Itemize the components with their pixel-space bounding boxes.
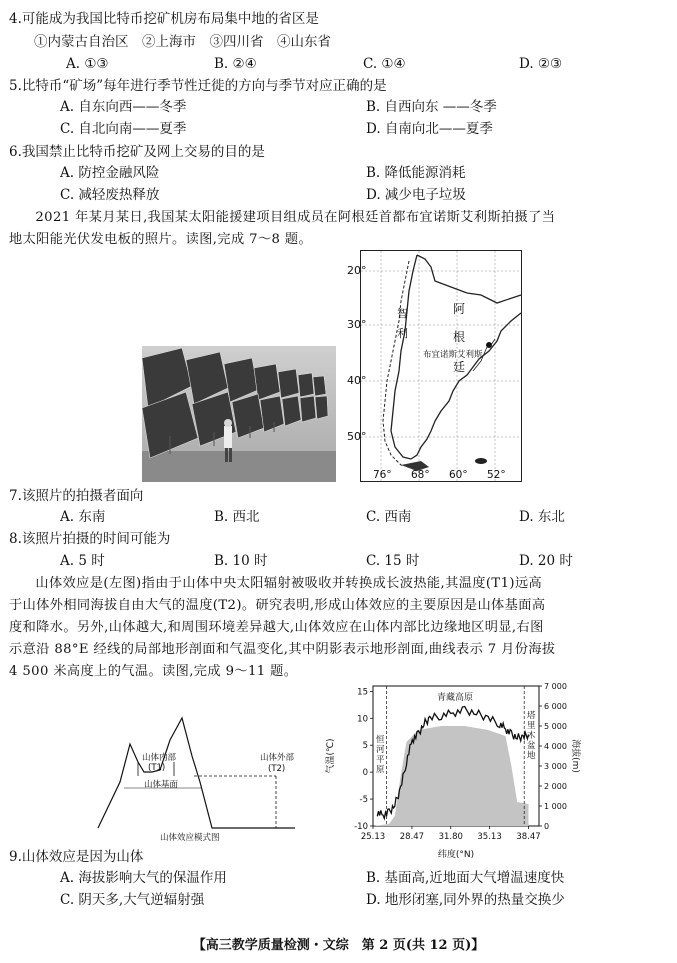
intro-9-11 (9, 573, 667, 683)
q9-option-a: A. 海拔影响大气的保温作用 (60, 870, 227, 886)
diagram-outside-t: (T2) (268, 764, 286, 774)
chart-y2label: 海拔(m) (570, 739, 580, 773)
x-tick-label: 35.13 (477, 832, 502, 842)
q8-option-a: A. 5 时 (60, 553, 105, 569)
map-label-gen: 根 (453, 330, 466, 344)
q7-option-c: C. 西南 (366, 509, 412, 525)
y2-tick-label: 7 000 (544, 682, 567, 691)
intro-7-8 (9, 207, 667, 251)
y2-tick-label: 3 000 (544, 762, 567, 771)
terrain-area (373, 726, 529, 826)
map-lon-60: 60° (449, 469, 468, 481)
q6-option-d: D. 减少电子垃圾 (366, 187, 466, 203)
latitude-profile-chart (326, 676, 580, 861)
q6-option-b: B. 降低能源消耗 (366, 165, 466, 181)
q9-stem: 9.山体效应是因为山体 (9, 849, 144, 865)
q4-option-b: B. ②④ (214, 56, 257, 72)
q9-option-d: D. 地形闭塞,同外界的热量交换少 (366, 892, 565, 908)
region-label-char: 河 (376, 745, 385, 755)
x-tick-label: 38.47 (516, 832, 541, 842)
q9-option-c: C. 阴天多,大气逆辐射强 (60, 892, 205, 908)
q4-option-a: A. ①③ (66, 56, 109, 72)
map-label-city: 布宜诺斯艾利斯 (423, 350, 483, 360)
diagram-inside-t: (T1) (148, 763, 166, 773)
q4-option-c: C. ①④ (363, 56, 406, 72)
chart-ylabel: 气温(℃) (326, 738, 336, 774)
map-label-a: 阿 (453, 302, 466, 316)
q7-option-a: A. 东南 (60, 509, 106, 525)
region-label-char: 里 (527, 721, 536, 731)
intro-9-11-line3: 度和降水。另外,山体越大,和周围环境差异越大,山体效应在山体内部比边缘地区明显,右图 (9, 620, 544, 635)
chart-region-top: 青藏高原 (437, 693, 474, 703)
q5-option-c: C. 自北向南——夏季 (60, 121, 187, 137)
intro-9-11-line1: 山体效应是(左图)指由于山体中央太阳辐射被吸收并转换成长波热能,其温度(T1)远高 (35, 576, 543, 591)
map-lat-40: 40° (347, 374, 367, 387)
region-label-char: 盆 (527, 741, 536, 751)
y-tick-label: 5 (362, 741, 368, 752)
y2-tick-label: 4 000 (544, 742, 567, 751)
y-tick-label: 15 (357, 687, 368, 698)
map-lon-68: 68° (411, 469, 430, 481)
y-tick-label: 10 (357, 714, 368, 725)
q5-stem: 5.比特币“矿场”每年进行季节性迁徙的方向与季节对应正确的是 (9, 78, 387, 94)
region-label-char: 地 (527, 751, 536, 761)
map-lat-20: 20° (347, 264, 367, 277)
diagram-base-label: 山体基面 (144, 780, 179, 790)
y-tick-label: -5 (359, 795, 368, 806)
intro-7-8-line1: 2021 年某月某日,我国某太阳能援建项目组成员在阿根廷首都布宜诺斯艾利斯拍摄了当 (35, 210, 556, 225)
q6-stem: 6.我国禁止比特币挖矿及网上交易的目的是 (9, 144, 265, 160)
q4-option-d: D. ②③ (519, 56, 563, 72)
intro-9-11-line4: 示意沿 88°E 经线的局部地形剖面和气温变化,其中阴影表示地形剖面,曲线表示 7 月份海拔 (9, 642, 556, 657)
region-label-char: 平 (376, 755, 385, 765)
x-tick-label: 25.13 (360, 832, 386, 842)
map-label-li: 利 (397, 327, 408, 340)
chart-region-right (527, 710, 536, 761)
y2-tick-label: 6 000 (544, 702, 567, 711)
diagram-caption: 山体效应模式图 (160, 833, 220, 843)
q4-stem: 4.可能成为我国比特币挖矿机房布局集中地的省区是 (9, 11, 319, 27)
intro-9-11-line5: 4 500 米高度上的气温。读图,完成 9～11 题。 (9, 664, 298, 679)
x-tick-label: 28.47 (399, 832, 425, 842)
y-tick-label: -10 (354, 822, 368, 832)
map-label-ting: 廷 (453, 360, 466, 374)
region-label-char: 恒 (376, 735, 385, 745)
q5-option-a: A. 自东向西——冬季 (60, 99, 187, 115)
map-lat-30: 30° (347, 318, 367, 331)
map-label-zhi: 智 (397, 307, 408, 320)
q7-stem: 7.该照片的拍摄者面向 (9, 488, 144, 504)
q8-stem: 8.该照片拍摄的时间可能为 (9, 531, 171, 547)
mountain-effect-diagram (90, 700, 305, 843)
diagram-outside-label: 山体外部 (260, 753, 295, 763)
q5-option-b: B. 自西向东 ——冬季 (366, 99, 497, 115)
y2-tick-label: 0 (544, 822, 550, 831)
y2-tick-label: 5 000 (544, 722, 567, 731)
q6-option-a: A. 防控金融风险 (60, 165, 160, 181)
q8-option-b: B. 10 时 (214, 553, 268, 569)
y2-tick-label: 2 000 (544, 782, 567, 791)
y-tick-label: 0 (362, 768, 368, 779)
solar-panel-photo (142, 346, 336, 482)
diagram-inside-label: 山体内部 (142, 753, 177, 763)
q8-option-c: C. 15 时 (366, 553, 420, 569)
region-label-char: 塔 (527, 711, 536, 721)
map-lon-52: 52° (487, 469, 506, 481)
y2-tick-label: 1 000 (544, 802, 567, 811)
map-lon-76: 76° (373, 469, 392, 481)
q7-option-d: D. 东北 (519, 509, 565, 525)
region-label-char: 原 (376, 765, 385, 775)
q7-option-b: B. 西北 (214, 509, 260, 525)
intro-7-8-line2: 地太阳能光伏发电板的照片。读图,完成 7～8 题。 (9, 232, 313, 247)
chart-xlabel: 纬度(°N) (437, 850, 475, 860)
x-tick-label: 31.80 (438, 832, 463, 842)
q6-option-c: C. 减轻废热释放 (60, 187, 160, 203)
q4-items: ①内蒙古自治区 ②上海市 ③四川省 ④山东省 (34, 34, 331, 50)
map-lat-50: 50° (347, 430, 367, 443)
argentina-map (347, 250, 522, 482)
page-footer: 【高三教学质量检测・文综 第 2 页(共 12 页)】 (192, 938, 485, 953)
q8-option-d: D. 20 时 (519, 553, 573, 569)
q5-option-d: D. 自南向北——夏季 (366, 121, 493, 137)
region-label-char: 木 (527, 731, 536, 741)
q9-option-b: B. 基面高,近地面大气增温速度快 (366, 870, 565, 886)
chart-region-left (376, 734, 385, 775)
intro-9-11-line2: 于山体外相同海拔自由大气的温度(T2)。研究表明,形成山体效应的主要原因是山体基面高 (9, 598, 546, 613)
